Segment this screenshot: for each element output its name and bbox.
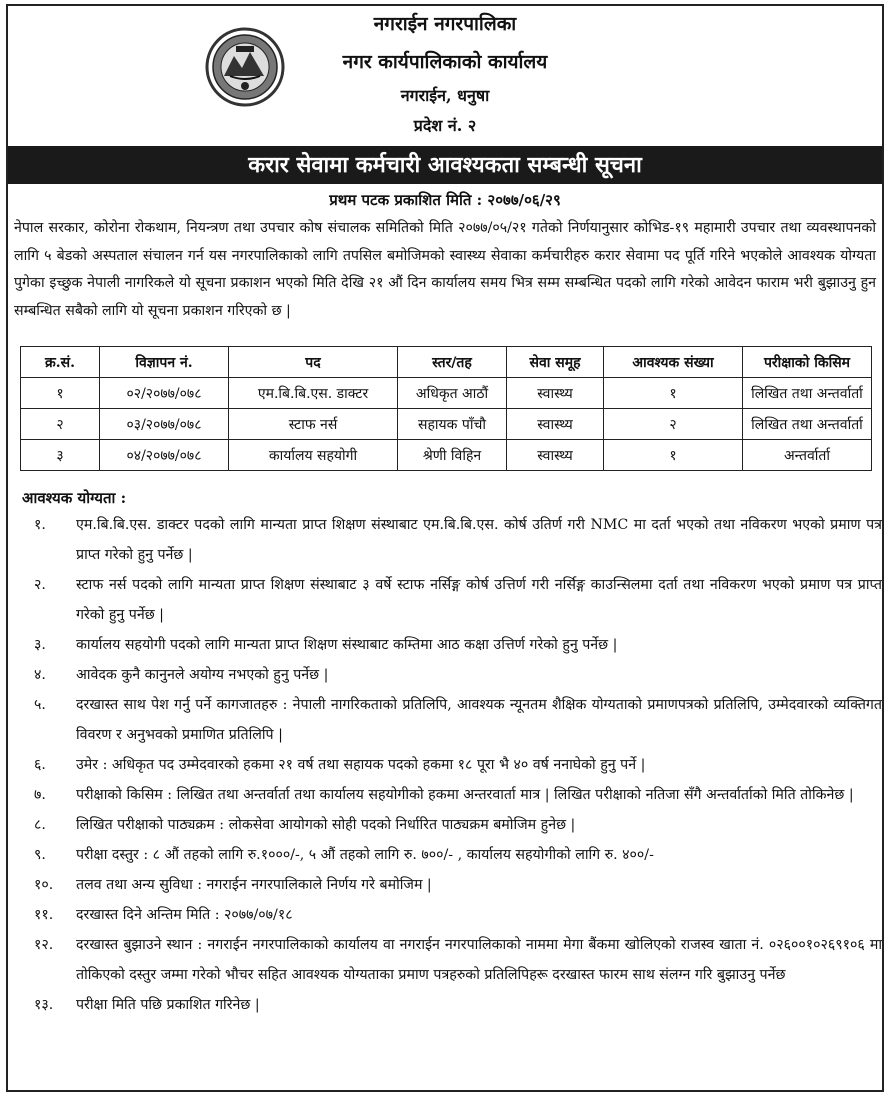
notice-frame bbox=[6, 4, 884, 1092]
table-cell: स्टाफ नर्स bbox=[229, 409, 398, 440]
table-cell: १ bbox=[21, 378, 100, 409]
item-number: ६. bbox=[34, 757, 46, 773]
item-number: १०. bbox=[34, 877, 54, 893]
list-item bbox=[20, 840, 882, 870]
table-cell: सहायक पाँचौ bbox=[398, 409, 507, 440]
item-number: ८. bbox=[34, 817, 46, 833]
list-item bbox=[20, 870, 882, 900]
table-cell: अधिकृत आठौं bbox=[398, 378, 507, 409]
item-number: १३. bbox=[34, 997, 54, 1013]
table-cell: ३ bbox=[21, 440, 100, 471]
table-cell: लिखित तथा अन्तर्वार्ता bbox=[743, 378, 872, 409]
table-cell: ०४/२०७७/०७८ bbox=[100, 440, 229, 471]
item-number: ३. bbox=[34, 637, 46, 653]
list-item bbox=[20, 900, 882, 930]
col-header: आवश्यक संख्या bbox=[604, 347, 743, 378]
list-item bbox=[20, 660, 882, 690]
vacancy-table bbox=[20, 346, 872, 471]
table-cell: स्वास्थ्य bbox=[507, 440, 604, 471]
province: प्रदेश नं. २ bbox=[413, 116, 477, 135]
item-number: ४. bbox=[34, 667, 46, 683]
publication-date: प्रथम पटक प्रकाशित मिति : २०७७/०६/२९ bbox=[329, 191, 561, 209]
table-cell: स्वास्थ्य bbox=[507, 409, 604, 440]
list-item bbox=[20, 930, 882, 990]
item-text: लिखित परीक्षाको पाठ्यक्रम : लोकसेवा आयोगको सोही पदको निर्धारित पाठ्यक्रम बमोजिम हुनेछ | bbox=[76, 817, 576, 833]
list-item bbox=[20, 690, 882, 750]
item-text: स्टाफ नर्स पदको लागि मान्यता प्राप्त शिक्षण संस्थाबाट ३ वर्षे स्टाफ नर्सिङ्ग कोर्ष उत्तिर्ण गरी नर्सिङ्ग काउन्सिलमा दर्ता तथा नविकरण भएको प्रमाण पत्र प्राप्त गरेको हुनु पर्नेछ | bbox=[76, 577, 882, 623]
header bbox=[8, 6, 882, 144]
table-cell: १ bbox=[604, 440, 743, 471]
item-text: दरखास्त दिने अन्तिम मिति : २०७७/०७/१८ bbox=[76, 907, 293, 923]
list-item bbox=[20, 510, 882, 570]
list-item bbox=[20, 570, 882, 630]
item-text: परीक्षाको किसिम : लिखित तथा अन्तर्वार्ता तथा कार्यालय सहयोगीको हकमा अन्तरवार्ता मात्र | लिखित परीक्षाको नतिजा सँगै अन्तर्वार्ताको मिति तोकिनेछ | bbox=[76, 787, 854, 803]
office-location: नगराईन, धनुषा bbox=[400, 86, 490, 105]
table-cell: अन्तर्वार्ता bbox=[743, 440, 872, 471]
item-text: दरखास्त साथ पेश गर्नु पर्ने कागजातहरु : नेपाली नागरिकताको प्रतिलिपि, आवश्यक न्यूनतम शैक्षिक योग्यताको प्रमाणपत्रको प्रतिलिपि, उम्मेदवारको व्यक्तिगत विवरण र अनुभवको प्रमाणित प्रतिलिपि | bbox=[76, 697, 882, 743]
table-row bbox=[21, 440, 872, 471]
table-cell: स्वास्थ्य bbox=[507, 378, 604, 409]
item-text: परीक्षा मिति पछि प्रकाशित गरिनेछ | bbox=[76, 997, 260, 1013]
col-header: परीक्षाको किसिम bbox=[743, 347, 872, 378]
item-number: ७. bbox=[34, 787, 46, 803]
col-header: स्तर/तह bbox=[398, 347, 507, 378]
table-cell: लिखित तथा अन्तर्वार्ता bbox=[743, 409, 872, 440]
notice-title: करार सेवामा कर्मचारी आवश्यकता सम्बन्धी सूचना bbox=[8, 146, 882, 184]
col-header: सेवा समूह bbox=[507, 347, 604, 378]
table-cell: २ bbox=[21, 409, 100, 440]
col-header: विज्ञापन नं. bbox=[100, 347, 229, 378]
requirements-list bbox=[20, 510, 882, 1020]
item-number: १. bbox=[34, 517, 46, 533]
table-cell: १ bbox=[604, 378, 743, 409]
item-number: २. bbox=[34, 577, 46, 593]
item-text: परीक्षा दस्तुर : ८ औं तहको लागि रु.१०००/-, ५ औं तहको लागि रु. ७००/- , कार्यालय सहयोगीको लागि रु. ४००/- bbox=[76, 847, 654, 863]
col-header: पद bbox=[229, 347, 398, 378]
table-header-row bbox=[21, 347, 872, 378]
item-text: उमेर : अधिकृत पद उम्मेदवारको हकमा २१ वर्ष तथा सहायक पदको हकमा १८ पूरा भै ४० वर्ष ननाघेको हुनु पर्ने | bbox=[76, 757, 646, 773]
item-number: ११. bbox=[34, 907, 54, 923]
list-item bbox=[20, 630, 882, 660]
item-text: आवेदक कुनै कानुनले अयोग्य नभएको हुनु पर्नेछ | bbox=[76, 667, 329, 683]
col-header: क्र.सं. bbox=[21, 347, 100, 378]
table-row bbox=[21, 378, 872, 409]
item-text: तलव तथा अन्य सुविधा : नगराईन नगरपालिकाले निर्णय गरे बमोजिम | bbox=[76, 877, 432, 893]
requirements-title: आवश्यक योग्यता : bbox=[22, 489, 127, 507]
item-number: ९. bbox=[34, 847, 46, 863]
municipality-name: नगराईन नगरपालिका bbox=[373, 13, 517, 35]
table-cell: ०३/२०७७/०७८ bbox=[100, 409, 229, 440]
table-cell: २ bbox=[604, 409, 743, 440]
list-item bbox=[20, 780, 882, 810]
item-number: ५. bbox=[34, 697, 46, 713]
item-text: कार्यालय सहयोगी पदको लागि मान्यता प्राप्त शिक्षण संस्थाबाट कम्तिमा आठ कक्षा उत्तिर्ण गरेको हुनु पर्नेछ | bbox=[76, 637, 618, 653]
list-item bbox=[20, 810, 882, 840]
table-cell: एम.बि.बि.एस. डाक्टर bbox=[229, 378, 398, 409]
list-item bbox=[20, 990, 882, 1020]
table-cell: कार्यालय सहयोगी bbox=[229, 440, 398, 471]
intro-paragraph: नेपाल सरकार, कोरोना रोकथाम, नियन्त्रण तथा उपचार कोष संचालक समितिको मिति २०७७/०५/२१ गतेको निर्णयानुसार कोभिड-१९ महामारी उपचार तथा व्यवस्थापनको लागि ५ बेडको अस्पताल संचालन गर्न यस नगरपालिकाको लागि तपसिल बमोजिमको स्वास्थ्य सेवाका कर्मचारीहरु करार सेवामा पद पूर्ति गरिने भएकोले आवश्यक योग्यता पुगेका इच्छुक नेपाली नागरिकले यो सूचना प्रकाशन भएको मिति देखि २१ औं दिन कार्यालय समय भित्र सम्म सम्बन्धित पदको लागि गरेको आवेदन फाराम भरी बुझाउनु हुन सम्बन्धित सबैको लागि यो सूचना प्रकाशन गरिएको छ | bbox=[14, 220, 876, 319]
table-row bbox=[21, 409, 872, 440]
office-name: नगर कार्यपालिकाको कार्यालय bbox=[342, 51, 548, 73]
table-cell: श्रेणी विहिन bbox=[398, 440, 507, 471]
list-item bbox=[20, 750, 882, 780]
item-number: १२. bbox=[34, 937, 54, 953]
item-text: दरखास्त बुझाउने स्थान : नगराईन नगरपालिकाको कार्यालय वा नगराईन नगरपालिकाको नाममा मेगा बैंकमा खोलिएको राजस्व खाता नं. ०२६००१०२६९१०६ मा तोकिएको दस्तुर जम्मा गरेको भौचर सहित आवश्यक योग्यताका प्रमाण पत्रहरुको प्रतिलिपिहरू दरखास्त फारम साथ संलग्न गरि बुझाउनु पर्नेछ bbox=[76, 937, 882, 983]
item-text: एम.बि.बि.एस. डाक्टर पदको लागि मान्यता प्राप्त शिक्षण संस्थाबाट एम.बि.बि.एस. कोर्ष उतिर्ण गरी NMC मा दर्ता भएको तथा नविकरण भएको प्रमाण पत्र प्राप्त गरेको हुनु पर्नेछ | bbox=[76, 517, 882, 563]
table-cell: ०२/२०७७/०७८ bbox=[100, 378, 229, 409]
